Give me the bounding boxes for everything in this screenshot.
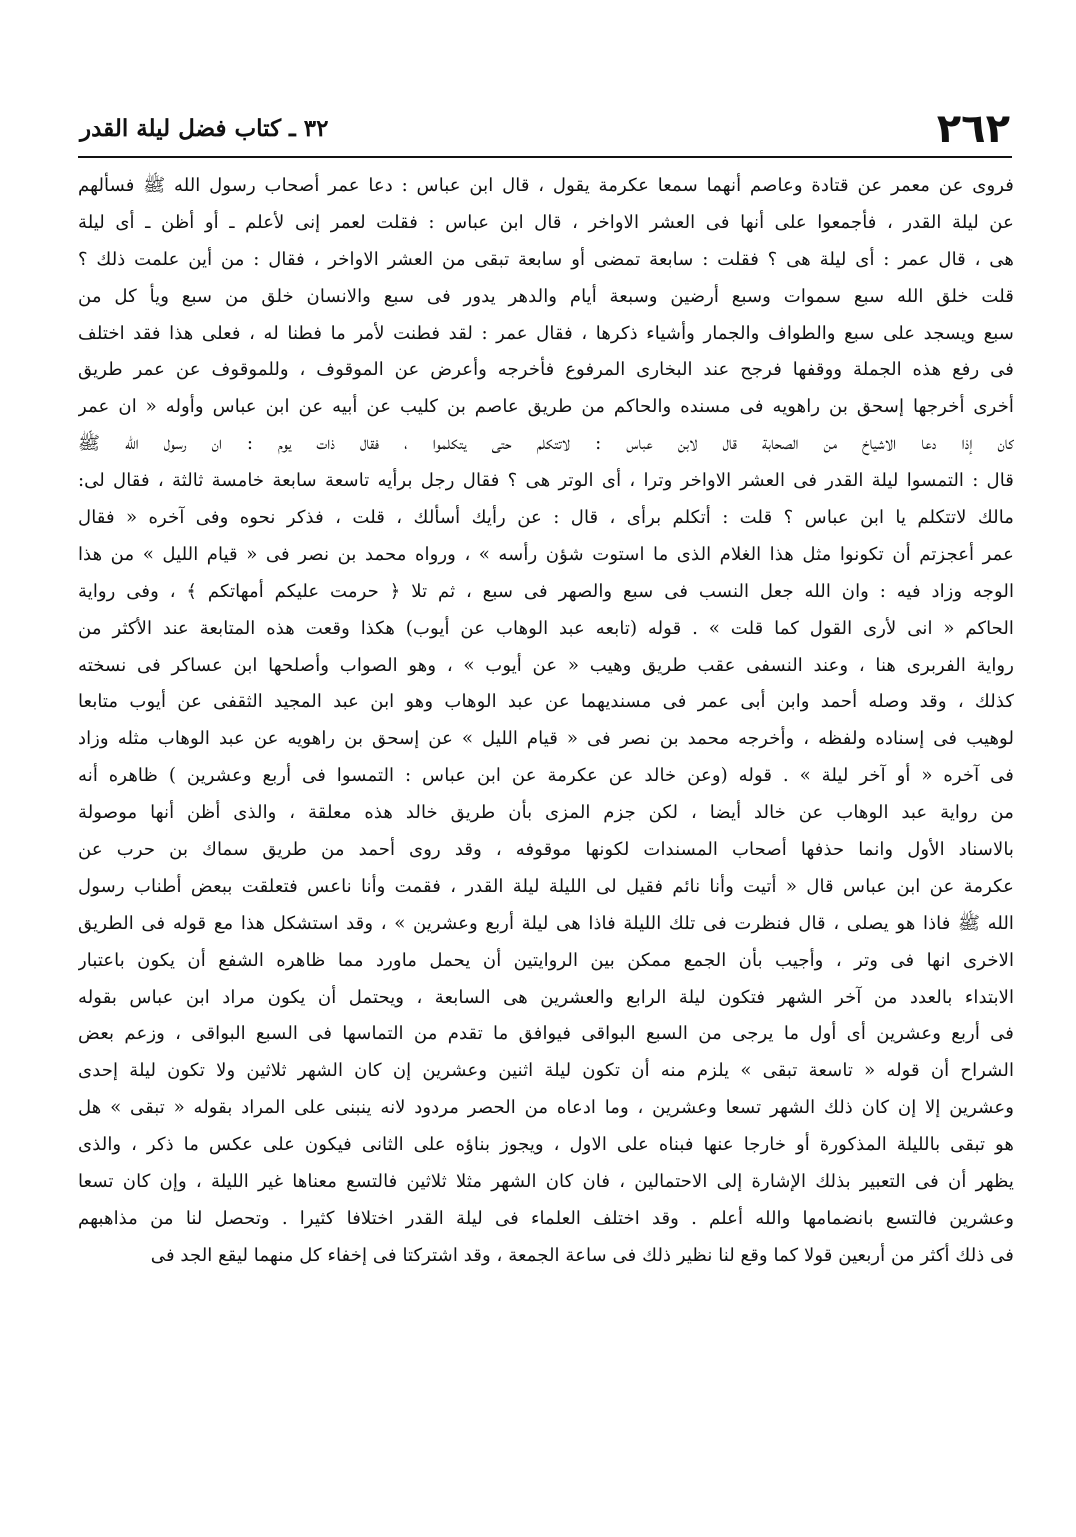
text-line: أخرى أخرجها إسحق بن راهويه فى مسنده والحاكم من طريق عاصم بن كليب عن أبيه عن ابن عباس وأوله « ان عمر [78,396,1014,418]
text-line: الابتداء بالعدد من آخر الشهر فتكون ليلة الرابع والعشرين هى السابعة ، ويحتمل أن يكون مراد ابن عباس بقوله [78,986,1014,1008]
text-line: قال : التمسوا ليلة القدر فى العشر الاواخر وترا ، أى الوتر هى ؟ فقال رجل برأيه تاسعة سابعة خامسة ثالثة ، فقال لى: [78,470,1014,492]
text-line: رواية الفربرى هنا ، وعند النسفى عقب طريق وهيب « عن أيوب » ، وهو الصواب وأصلحها ابن عساكر فى نسخته [78,654,1014,676]
page-number: ٢٦٢ [936,106,1010,152]
text-line: سبع ويسجد على سبع والطواف والجمار وأشياء ذكرها ، فقال عمر : لقد فطنت لأمر ما فطنا له ، فعلى هذا فقد اختلف [78,322,1014,344]
text-line: الاخرى انها فى وتر ، وأجيب بأن الجمع ممكن بين الروايتين أن يحمل ماورد مما ظاهره الشفع أن يكون باعتبار [78,949,1014,971]
text-line: فروى عن معمر عن قتادة وعاصم أنهما سمعا عكرمة يقول ، قال ابن عباس : دعا عمر أصحاب رسول الله ﷺ فسألهم [78,175,1014,196]
header-rule [78,156,1012,158]
text-line: من رواية عبد الوهاب عن خالد أيضا ، لكن جزم المزى بأن طريق خالد هذه معلقة ، والذى أظن أنها موصولة [78,802,1014,824]
page-header [80,105,1010,153]
text-line: هو تبقى بالليلة المذكورة أو خارجا عنها فبناه على الاول ، ويجوز بناؤه على الثانى فيكون على عكس ما ذكر ، والذى [78,1134,1014,1156]
text-line: فى آخره « أو آخر ليلة » . قوله (وعن خالد عن عكرمة عن ابن عباس : التمسوا فى أربع وعشرين ) ظاهره أنه [78,765,1014,787]
text-line: هى ، قال عمر : أى ليلة هى ؟ فقلت : سابعة تمضى أو سابعة تبقى من العشر الاواخر ، فقال : من أين علمت ذلك ؟ [78,248,1014,270]
running-title: ٣٢ ـ كتاب فضل ليلة القدر [80,115,329,142]
text-line: عكرمة عن ابن عباس قال « أتيت وأنا نائم فقيل لى الليلة ليلة القدر ، فقمت وأنا ناعس فتعلقت ببعض أطناب رسول [78,875,1014,897]
body-text [78,168,1014,1275]
text-line: قلت خلق الله سبع سموات وسبع أرضين وسبعة أيام والدهر يدور فى سبع والانسان خلق من سبع ويأ كل من [78,285,1014,307]
text-line: فى ذلك أكثر من أربعين قولا كما وقع لنا نظير ذلك فى ساعة الجمعة ، وقد اشتركتا فى إخفاء كل منهما ليقع الجد فى [150,1244,1014,1266]
text-line: الشراح أن قوله « تاسعة تبقى » يلزم منه أن تكون ليلة اثنين وعشرين إن كان الشهر ثلاثين ولا تكون ليلة إحدى [78,1060,1014,1082]
text-line: الوجه وزاد فيه : وان الله جعل النسب فى سبع والصهر فى سبع ، ثم تلا ﴿ حرمت عليكم أمهاتكم ﴾ ، وفى رواية [78,580,1014,602]
text-line: فى أربع وعشرين أى أول ما يرجى من السبع البواقى فيوافق ما تقدم من التماسها فى السبع البواقى ، وزعم بعض [78,1023,1014,1045]
text-line: فى رفع هذه الجملة ووقفها فرجح عند البخارى المرفوع فأخرجه وأعرض عن الموقوف ، وللموقوف عن عمر طريق [78,359,1014,381]
text-line: الحاكم « انى لأرى القول كما قلت » . قوله (تابعه عبد الوهاب عن أيوب) هكذا وقعت هذه المتابعة عند الأكثر من [78,617,1014,639]
text-line: يظهر أن فى التعبير بذلك الإشارة إلى الاحتمالين ، فان كان الشهر مثلا ثلاثين فالتسع معناها غير الليلة ، وإن كان تسعا [78,1171,1014,1193]
text-line: وعشرين فالتسع بانضمامها والله أعلم . وقد اختلف العلماء فى ليلة القدر اختلافا كثيرا . وتحصل لنا من مذاهبهم [78,1207,1014,1229]
text-line: وعشرين إلا إن كان ذلك الشهر تسعا وعشرين ، وما ادعاه من الحصر مردود لانه ينبنى على المراد بقوله « تبقى » هل [78,1097,1014,1119]
text-line: كذلك ، وقد وصله أحمد وابن أبى عمر فى مسنديهما عن عبد الوهاب وهو ابن عبد المجيد الثقفى عن أيوب متابعا [78,691,1014,713]
text-line: الله ﷺ فاذا هو يصلى ، قال فنظرت فى تلك الليلة فاذا هى ليلة أربع وعشرين » ، وقد استشكل هذا مع قوله فى الطريق [78,912,1014,934]
text-line: كان إذا دعا الاشياخ من الصحابة قال لابن عباس : لاتتكلم حتى يتكلموا ، فقال ذات يوم : ان رسول الله ﷺ [78,433,1014,455]
text-line: عمر أعجزتم أن تكونوا مثل هذا الغلام الذى ما استوت شؤن رأسه » ، ورواه محمد بن نصر فى « قيام الليل » من هذا [78,543,1014,565]
text-line: لوهيب فى إسناده ولفظه ، وأخرجه محمد بن نصر فى « قيام الليل » عن إسحق بن راهويه عن عبد الوهاب مثله وزاد [78,728,1014,750]
text-line: مالك لاتتكلم يا ابن عباس ؟ قلت : أتكلم برأى ، قال : عن رأيك أسألك ، قلت ، فذكر نحوه وفى آخره « فقال [78,507,1014,529]
text-line: عن ليلة القدر ، فأجمعوا على أنها فى العشر الاواخر ، قال ابن عباس : فقلت لعمر إنى لأعلم ـ أو أظن ـ أى ليلة [78,211,1014,233]
text-line: بالاسناد الأول وانما حذفها أصحاب المسندات لكونها موقوفه ، وقد روى أحمد من طريق سماك بن حرب عن [78,839,1014,861]
